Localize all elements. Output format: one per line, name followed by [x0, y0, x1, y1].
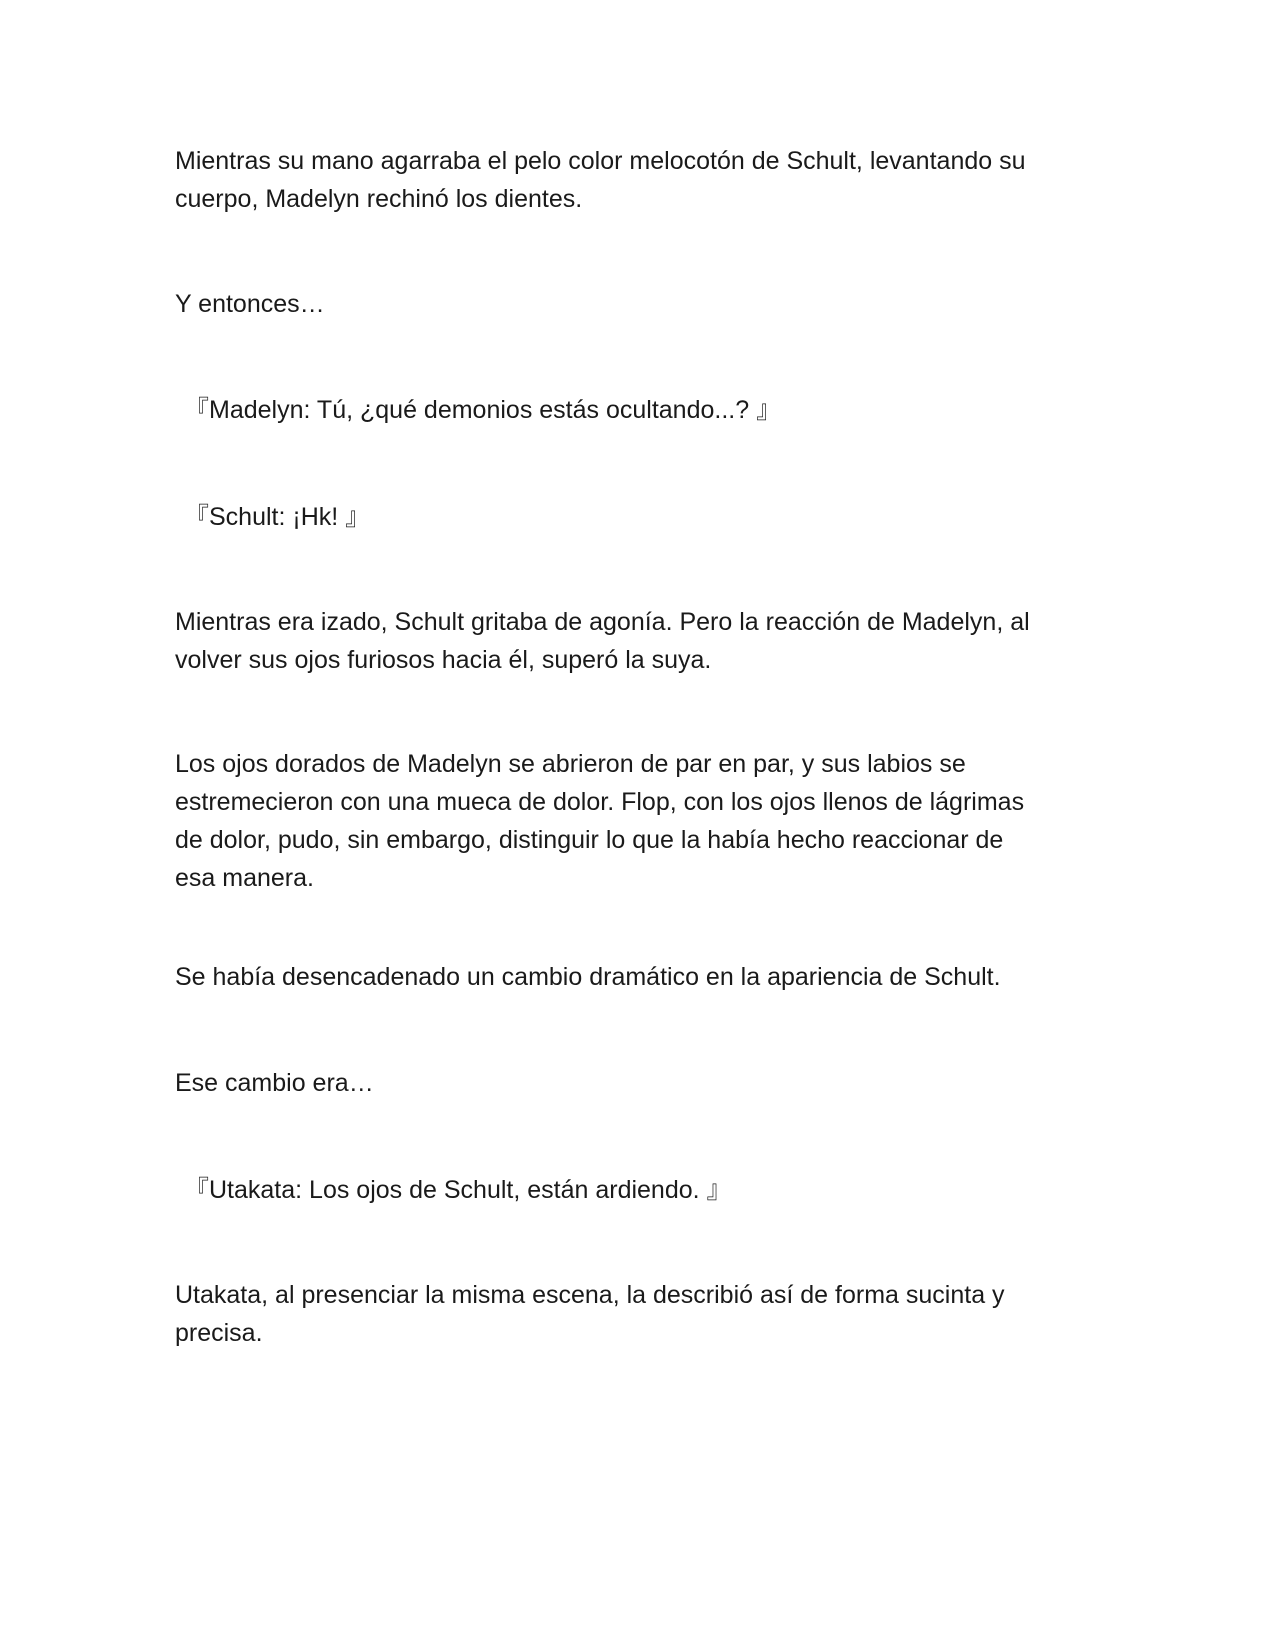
text-line: 『Schult: ¡Hk! 』: [184, 503, 371, 531]
paragraph-10: [175, 1276, 1095, 1352]
paragraph-8: [175, 1064, 1095, 1102]
text-line: Utakata, al presenciar la misma escena, la describió así de forma sucinta y: [175, 1281, 1005, 1309]
text-line: 『Utakata: Los ojos de Schult, están ardiendo. 』: [184, 1176, 732, 1204]
paragraph-1: [175, 142, 1095, 218]
text-line: estremecieron con una mueca de dolor. Flop, con los ojos llenos de lágrimas: [175, 788, 1025, 816]
paragraph-6: [175, 745, 1095, 897]
text-line: Mientras su mano agarraba el pelo color melocotón de Schult, levantando su: [175, 147, 1026, 175]
text-line: 『Madelyn: Tú, ¿qué demonios estás ocultando...? 』: [184, 396, 782, 424]
text-line: cuerpo, Madelyn rechinó los dientes.: [175, 185, 583, 213]
dialogue-schult: [184, 498, 1104, 536]
dialogue-madelyn: [184, 391, 1104, 429]
text-line: volver sus ojos furiosos hacia él, superó la suya.: [175, 646, 712, 674]
text-line: de dolor, pudo, sin embargo, distinguir lo que la había hecho reaccionar de: [175, 826, 1004, 854]
text-line: Ese cambio era…: [175, 1069, 374, 1097]
dialogue-utakata: [184, 1171, 1104, 1209]
paragraph-7: [175, 958, 1095, 996]
text-line: Mientras era izado, Schult gritaba de agonía. Pero la reacción de Madelyn, al: [175, 608, 1030, 636]
paragraph-2: [175, 285, 1095, 323]
text-line: Se había desencadenado un cambio dramático en la apariencia de Schult.: [175, 963, 1001, 991]
text-line: precisa.: [175, 1319, 263, 1347]
text-line: Y entonces…: [175, 290, 325, 318]
text-line: Los ojos dorados de Madelyn se abrieron de par en par, y sus labios se: [175, 750, 966, 778]
paragraph-5: [175, 603, 1095, 679]
text-line: esa manera.: [175, 864, 314, 892]
